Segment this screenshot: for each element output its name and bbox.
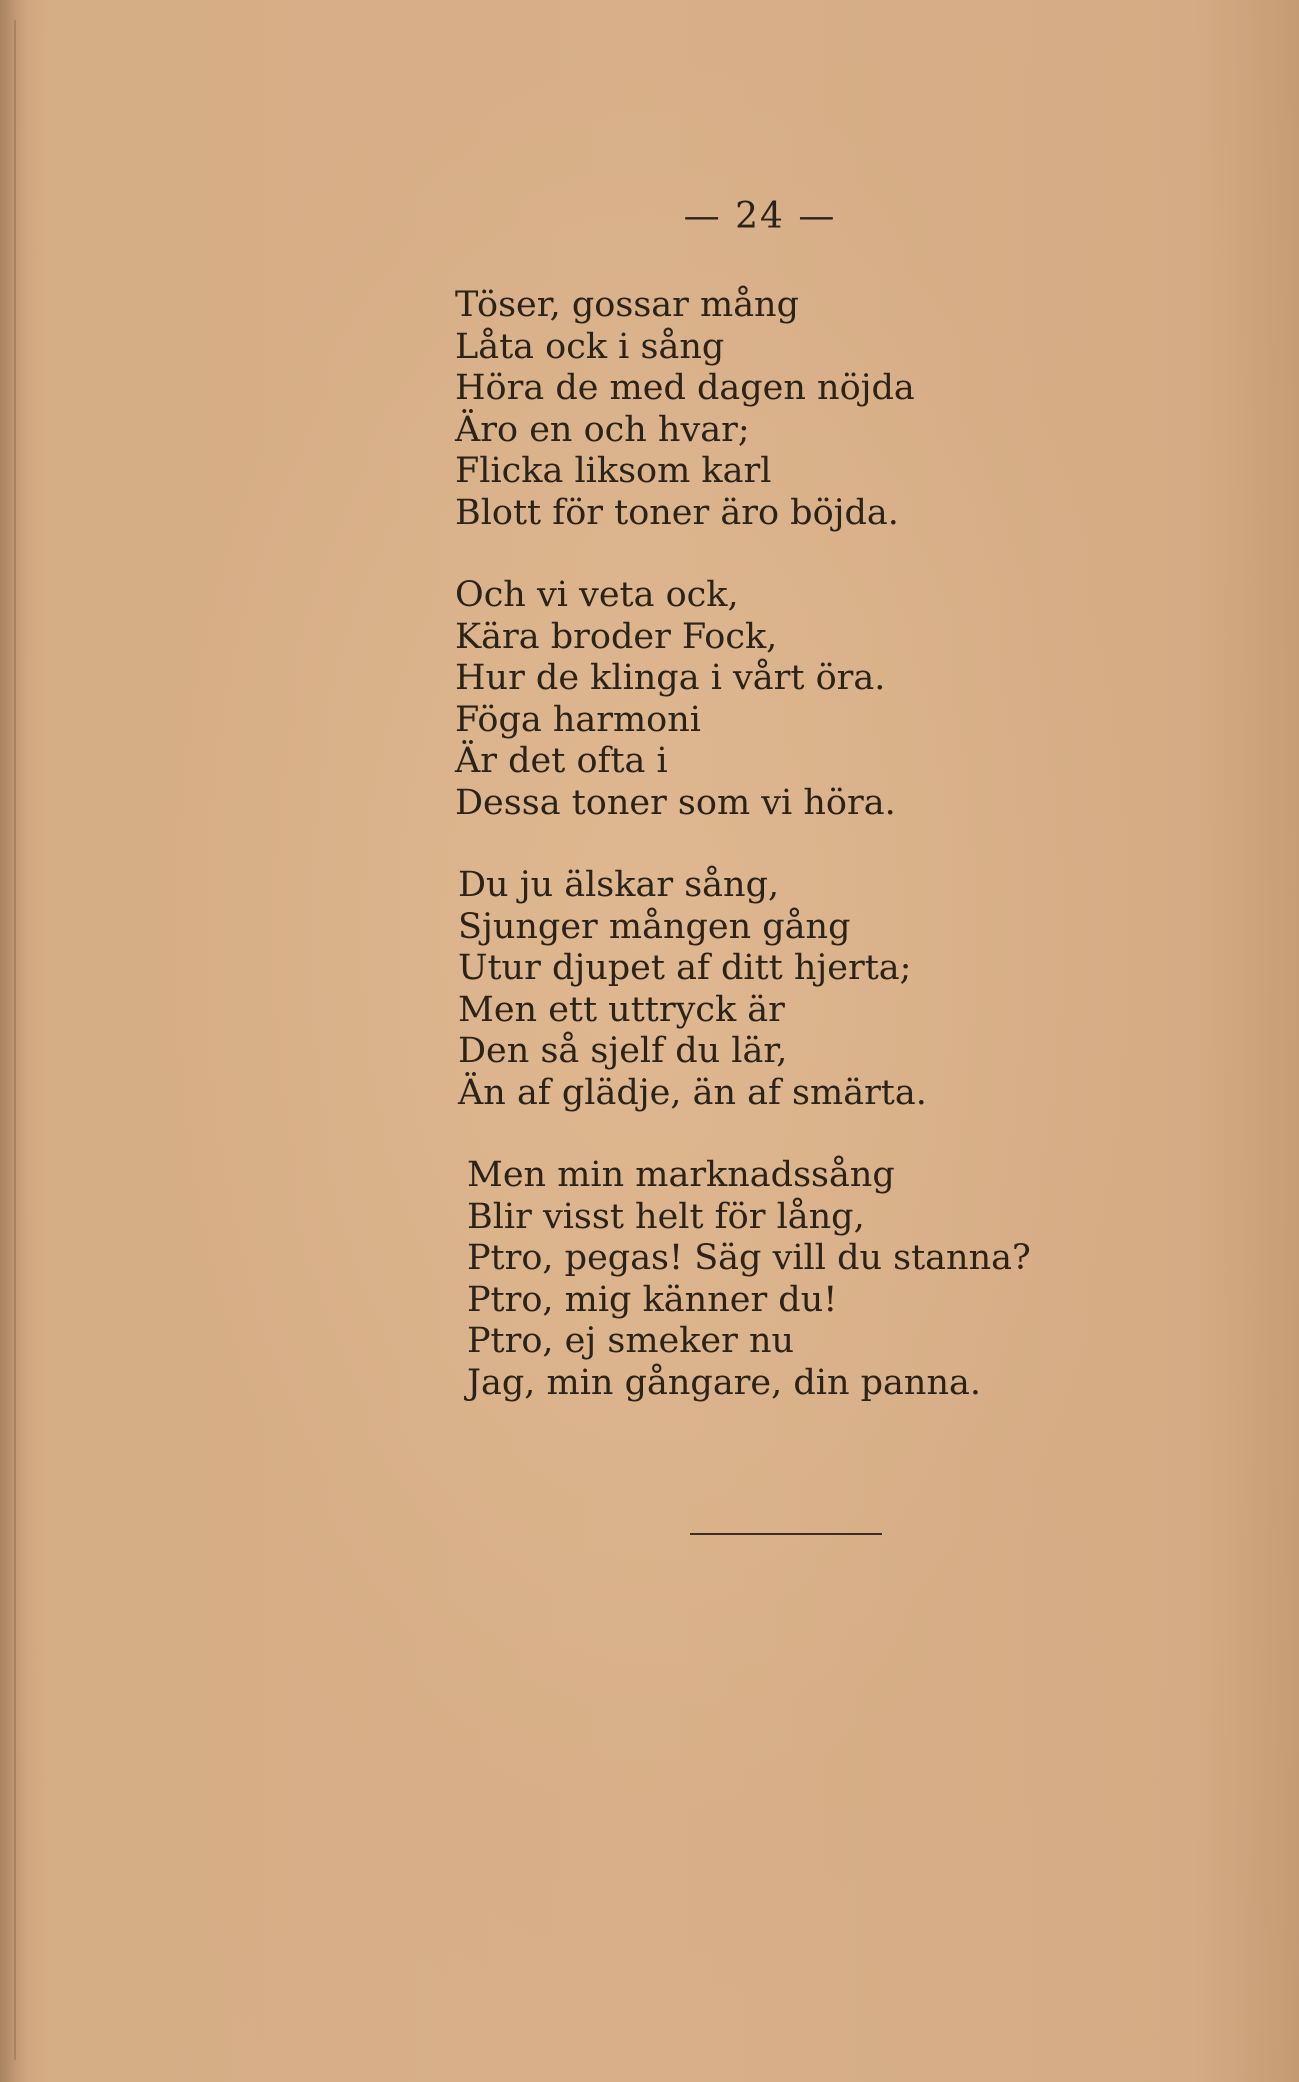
poem-line: Men ett uttryck är (458, 989, 785, 1030)
poem-line: Kära broder Fock, (455, 616, 778, 657)
poem-line: Höra de med dagen nöjda (455, 368, 915, 408)
poem-line: Blott för toner äro böjda. (455, 492, 899, 533)
poem-line: Blir visst helt för lång, (467, 1196, 865, 1237)
stanza-1 (455, 285, 1175, 534)
end-rule-divider (690, 1533, 882, 1535)
poem-line: Dessa toner som vi höra. (455, 782, 896, 823)
poem-line: Än af glädje, än af smärta. (458, 1072, 927, 1113)
poem-line: Ptro, pegas! Säg vill du stanna? (467, 1238, 1031, 1278)
poem-line: Utur djupet af ditt hjerta; (458, 948, 912, 988)
poem-line: Flicka liksom karl (455, 451, 772, 491)
poem-line: Och vi veta ock, (455, 575, 739, 615)
stanza-2 (455, 575, 1175, 824)
poem (455, 285, 1175, 1445)
poem-line: Låta ock i sång (455, 326, 725, 367)
poem-line: Ptro, ej smeker nu (467, 1321, 795, 1361)
poem-line: Men min marknadssång (467, 1155, 895, 1195)
poem-line: Ptro, mig känner du! (467, 1279, 838, 1320)
poem-line: Föga harmoni (455, 699, 701, 740)
poem-line: Den så sjelf du lär, (458, 1031, 788, 1071)
poem-line: Hur de klinga i vårt öra. (455, 658, 886, 698)
binding-edge (14, 20, 16, 2060)
poem-line: Äro en och hvar; (455, 409, 750, 450)
stanza-3 (458, 865, 1175, 1114)
poem-line: Du ju älskar sång, (458, 865, 780, 905)
poem-line: Jag, min gångare, din panna. (467, 1362, 981, 1403)
poem-line: Sjunger mången gång (458, 906, 851, 947)
poem-line: Töser, gossar mång (455, 285, 800, 325)
stanza-4 (467, 1155, 1175, 1404)
page-number: — 24 — (683, 196, 837, 237)
poem-line: Är det ofta i (455, 741, 668, 781)
